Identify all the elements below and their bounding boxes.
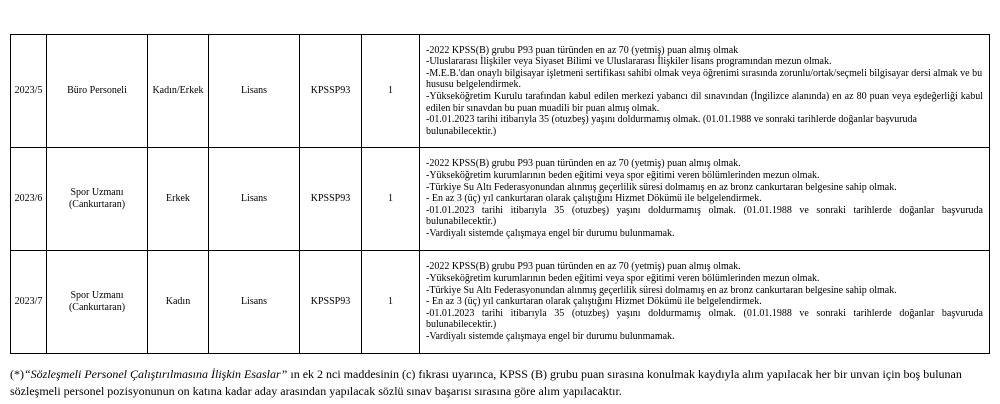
requirement-line: -Türkiye Su Altı Federasyonundan alınmış geçerlilik süresi dolmamış en az bronz cankurtaran belgesine sahip olmak. <box>426 181 897 193</box>
footnote-marker: (*) <box>10 367 24 381</box>
footnote-text: ın ek 2 nci maddesinin (c) fıkrası uyarınca, KPSS (B) grubu puan sırasına konulmak kaydıyla alım yapılacak her bir unvan için boş bulunan sözleşmeli personel pozisyonunun on katına kadar aday arasından yapılacak sözlü sınav başarısı sırasına göre alım yapılacaktır. <box>10 367 962 398</box>
position-score-type: KPSSP93 <box>300 251 362 354</box>
position-title: Spor Uzmanı (Cankurtaran) <box>47 251 148 354</box>
position-code: 2023/6 <box>11 148 47 251</box>
position-requirements <box>420 148 990 251</box>
position-code: 2023/5 <box>11 35 47 148</box>
position-score-type: KPSSP93 <box>300 148 362 251</box>
position-title: Spor Uzmanı (Cankurtaran) <box>47 148 148 251</box>
requirement-line: -Yükseköğretim kurumlarının beden eğitimi veya spor eğitimi veren bölümlerinden mezun olmak. <box>426 273 820 285</box>
table-row <box>11 35 990 148</box>
requirement-line: -01.01.2023 tarihi itibarıyla 35 (otuzbeş) yaşını doldurmamış olmak. (01.01.1988 ve sonraki tarihlerde doğanlar başvuruda bulunabilecektir.) <box>426 204 983 228</box>
requirement-line: -Uluslararası İlişkiler veya Siyaset Bilimi ve Uluslararası İlişkiler lisans programından mezun olmak. <box>426 56 832 68</box>
position-requirements <box>420 251 990 354</box>
requirement-line: -01.01.2023 tarihi itibarıyla 35 (otuzbeş) yaşını doldurmamış olmak. (01.01.1988 ve sonraki tarihlerde doğanlar başvuruda bulunabilecektir.) <box>426 114 917 137</box>
position-title: Büro Personeli <box>47 35 148 148</box>
requirement-line: -Yükseköğretim kurumlarının beden eğitimi veya spor eğitimi veren bölümlerinden mezun olmak. <box>426 170 820 182</box>
position-gender: Kadın/Erkek <box>148 35 209 148</box>
footnote-regulation-title: “Sözleşmeli Personel Çalıştırılmasına İlişkin Esaslar” <box>24 367 288 381</box>
requirement-line: -2022 KPSS(B) grubu P93 puan türünden en az 70 (yetmiş) puan almış olmak. <box>426 261 741 273</box>
requirement-line: - En az 3 (üç) yıl cankurtaran olarak çalıştığını Hizmet Dökümü ile belgelendirmek. <box>426 193 762 205</box>
requirement-line: -2022 KPSS(B) grubu P93 puan türünden en az 70 (yetmiş) puan almış olmak <box>426 44 739 56</box>
position-count: 1 <box>362 35 420 148</box>
position-score-type: KPSSP93 <box>300 35 362 148</box>
position-education: Lisans <box>209 148 300 251</box>
table-row <box>11 148 990 251</box>
requirement-line: -01.01.2023 tarihi itibarıyla 35 (otuzbeş) yaşını doldurmamış olmak. (01.01.1988 ve sonraki tarihlerde doğanlar başvuruda bulunabilecektir.) <box>426 307 983 331</box>
position-requirements <box>420 35 990 148</box>
position-count: 1 <box>362 251 420 354</box>
requirement-line: -Türkiye Su Altı Federasyonundan alınmış geçerlilik süresi dolmamış en az bronz cankurtaran belgesine sahip olmak. <box>426 284 897 296</box>
requirement-line: -Vardiyalı sistemde çalışmaya engel bir durumu bulunmamak. <box>426 227 675 239</box>
requirement-line: -M.E.B.'dan onaylı bilgisayar işletmeni sertifikası sahibi olmak veya öğrenimi sırasında zorunlu/ortak/seçmeli bilgisayar dersi almak ve bu hususu belgelendirmek. <box>426 67 983 91</box>
table-row <box>11 251 990 354</box>
requirement-line: - En az 3 (üç) yıl cankurtaran olarak çalıştığını Hizmet Dökümü ile belgelendirmek. <box>426 296 762 308</box>
position-education: Lisans <box>209 35 300 148</box>
requirement-line: -Yükseköğretim Kurulu tarafından kabul edilen merkezi yabancı dil sınavından (İngilizce alanında) en az 80 puan veya eşdeğerliği kabul edilen bir sınavdan bu puan muadili bir puan almış olmak. <box>426 91 983 114</box>
position-gender: Kadın <box>148 251 209 354</box>
position-gender: Erkek <box>148 148 209 251</box>
positions-table <box>10 34 990 354</box>
position-count: 1 <box>362 148 420 251</box>
requirement-line: -2022 KPSS(B) grubu P93 puan türünden en az 70 (yetmiş) puan almış olmak. <box>426 158 741 170</box>
position-code: 2023/7 <box>11 251 47 354</box>
footnote <box>10 366 990 400</box>
requirement-line: -Vardiyalı sistemde çalışmaya engel bir durumu bulunmamak. <box>426 330 675 342</box>
position-education: Lisans <box>209 251 300 354</box>
